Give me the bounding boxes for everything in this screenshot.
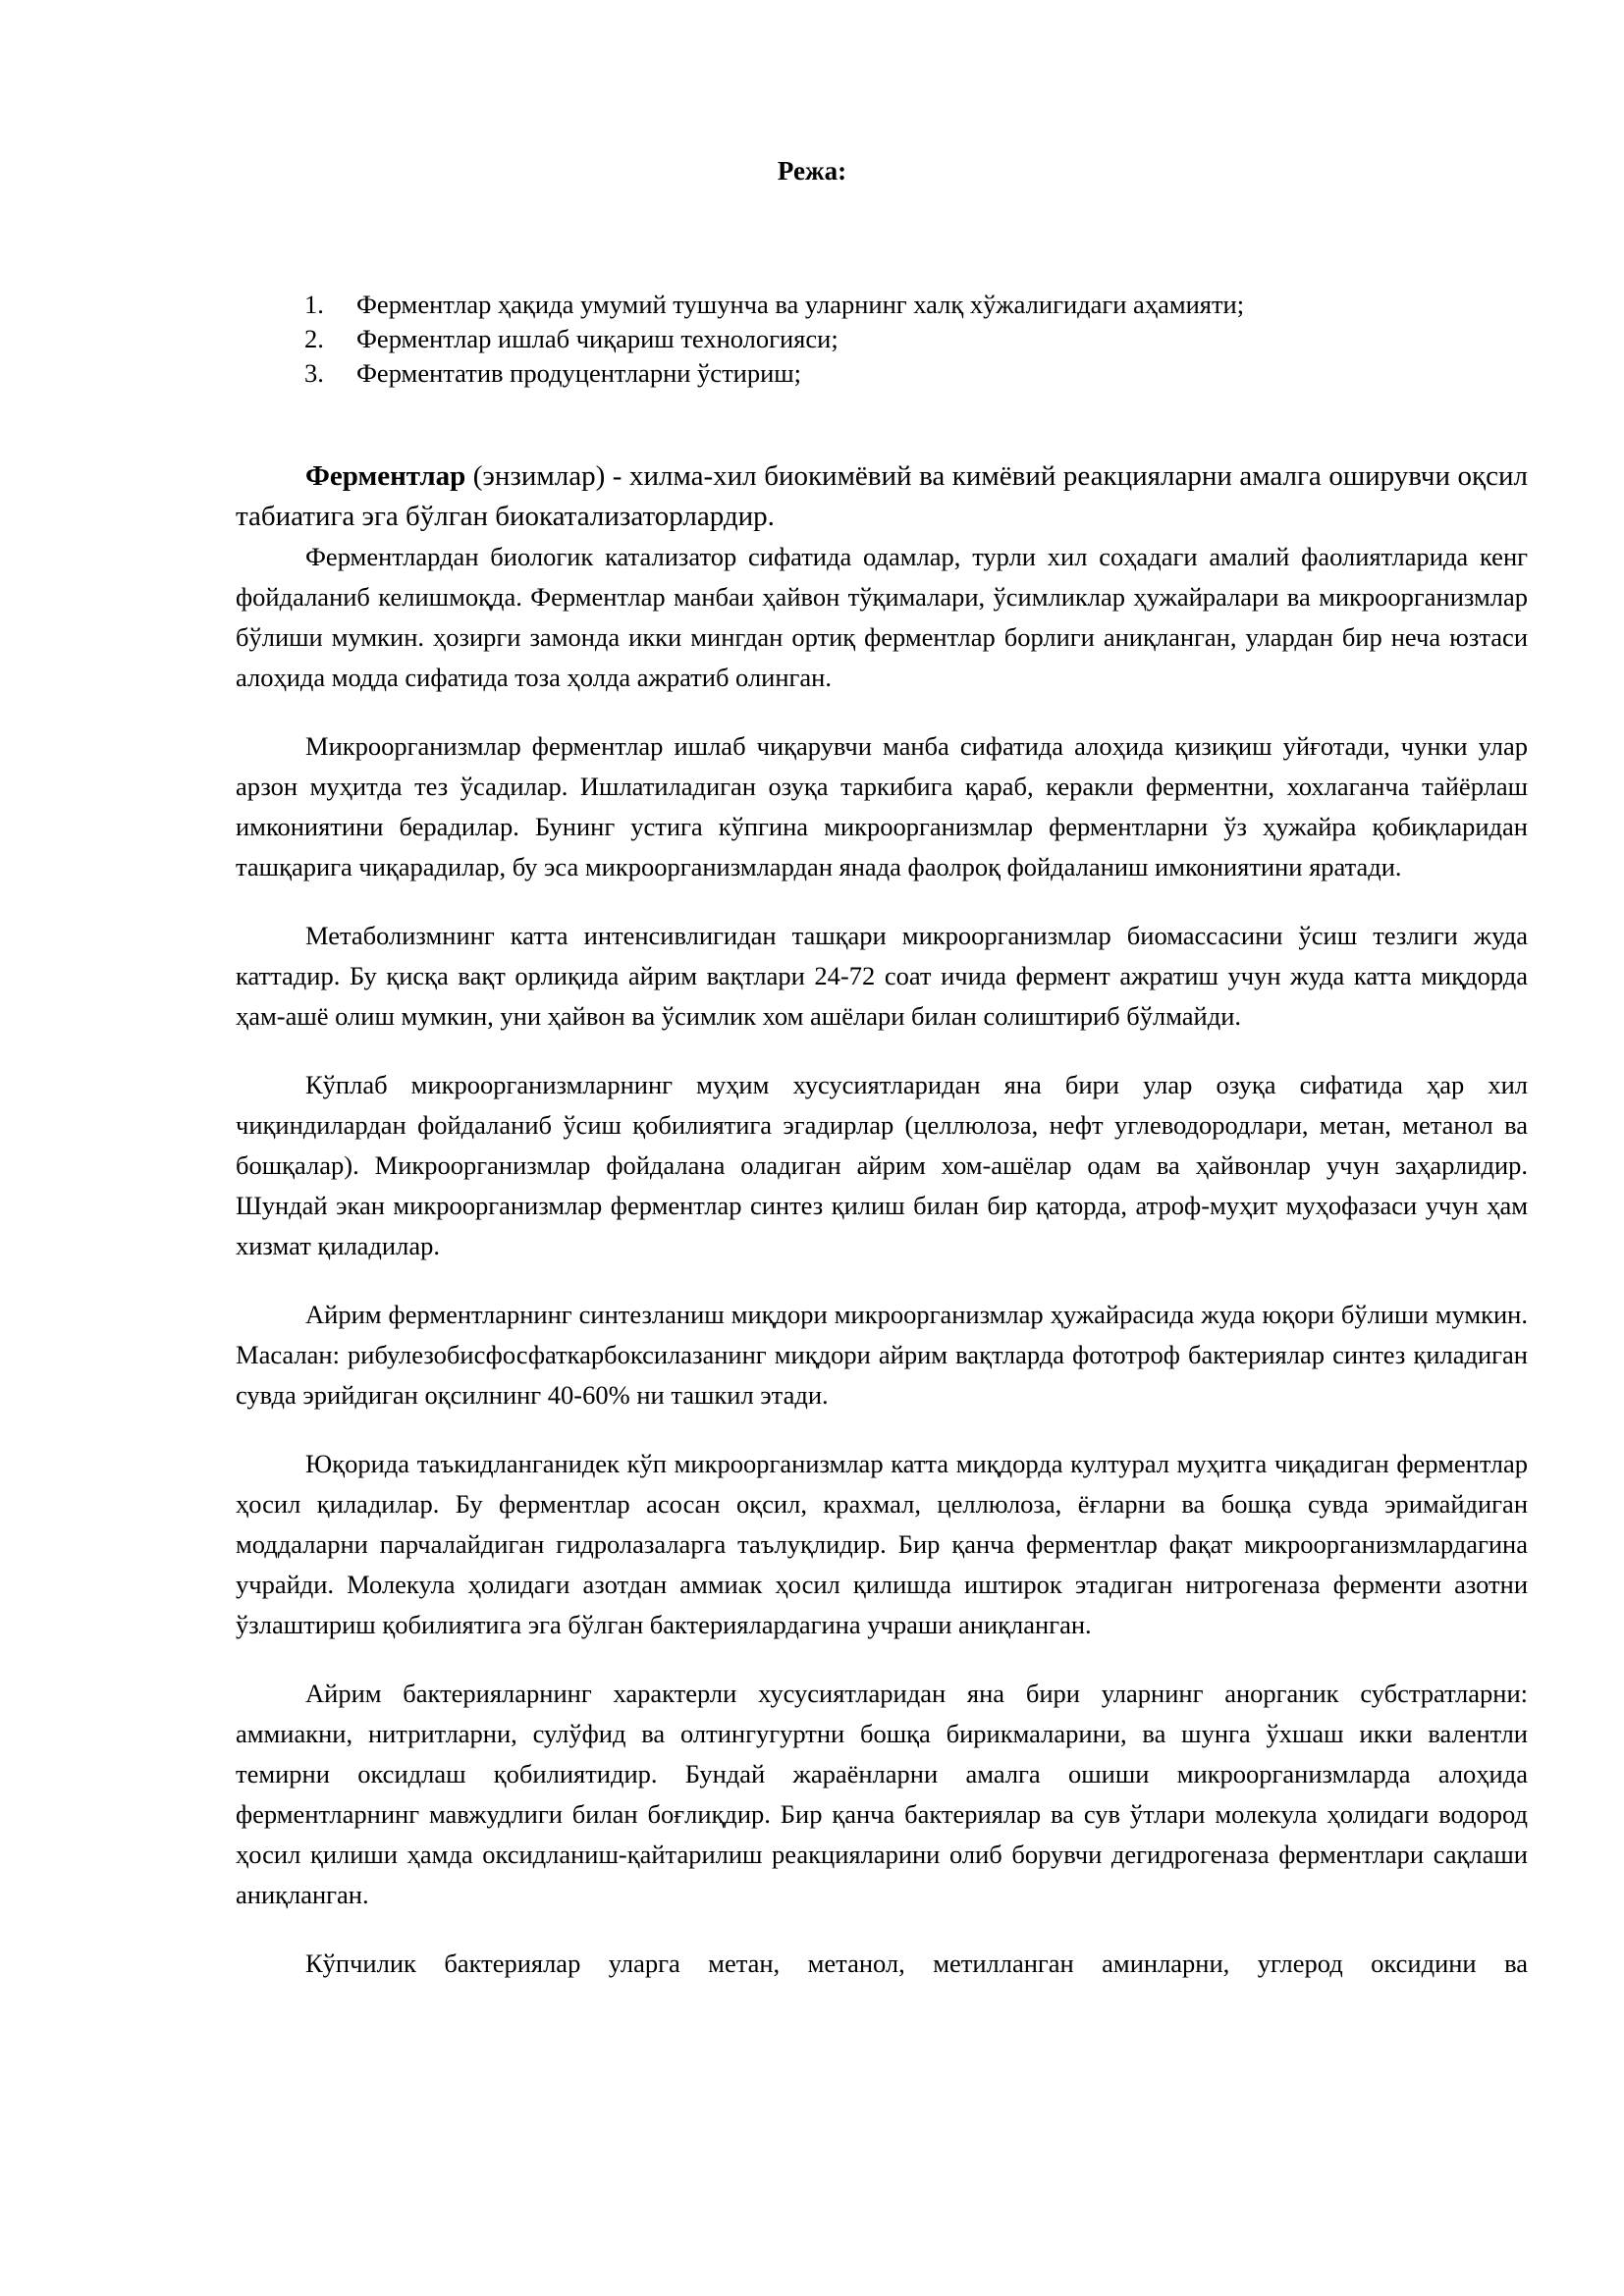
body-paragraph: Ферментлардан биологик катализатор сифатида одамлар, турли хил соҳадаги амалий фаолиятларида кенг фойдаланиб келишмоқда. Ферментлар манбаи ҳайвон тўқималари, ўсимликлар ҳужайралари ва микроорганизмлар бўлиши мумкин. ҳозирги замонда икки мингдан ортиқ ферментлар борлиги аниқланган, улардан бир неча юзтаси алоҳида модда сифатида тоза ҳолда ажратиб олинган.: [236, 542, 1528, 692]
body-paragraph: Микроорганизмлар ферментлар ишлаб чиқарувчи манба сифатида алоҳида қизиқиш уйғотади, чунки улар арзон муҳитда тез ўсадилар. Ишлатиладиган озуқа таркибига қараб, керакли ферментни, хохлаганча тайёрлаш имкониятини берадилар. Бунинг устига кўпгина микроорганизмлар ферментларни ўз ҳужайра қобиқларидан ташқарига чиқарадилар, бу эса микроорганизмлардан янада фаолроқ фойдаланиш имкониятини яратади.: [236, 731, 1528, 881]
plan-item-number: 2.: [304, 324, 324, 353]
intro-term: Ферментлар: [305, 460, 466, 492]
plan-item: [304, 322, 1244, 356]
body-paragraph: Юқорида таъкидланганидек кўп микроорганизмлар катта миқдорда културал муҳитга чиқадиган ферментлар ҳосил қиладилар. Бу ферментлар асосан оқсил, крахмал, целлюлоза, ёғларни ва бошқа сувда эримайдиган моддаларни парчалайдиган гидролазаларга таълуқлидир. Бир қанча ферментлар фақат микроорганизмлардагина учрайди. Молекула ҳолидаги азотдан аммиак ҳосил қилишда иштирок этадиган нитрогеназа ферменти азотни ўзлаштириш қобилиятига эга бўлган бактериялардагина учраши аниқланган.: [236, 1449, 1528, 1639]
plan-item-text: Ферментлар ҳақида умумий тушунча ва уларнинг халқ хўжалигидаги аҳамияти;: [356, 290, 1245, 319]
body-paragraph: Метаболизмнинг катта интенсивлигидан ташқари микроорганизмлар биомассасини ўсиш тезлиги жуда каттадир. Бу қисқа вақт орлиқида айрим вақтлари 24-72 соат ичида фермент ажратиш учун жуда катта миқдорда ҳам-ашё олиш мумкин, уни ҳайвон ва ўсимлик хом ашёлари билан солиштириб бўлмайди.: [236, 921, 1528, 1031]
page-title: Режа:: [777, 156, 847, 186]
plan-item: [304, 288, 1244, 322]
body-paragraph: Айрим ферментларнинг синтезланиш миқдори микроорганизмлар ҳужайрасида жуда юқори бўлиши мумкин. Масалан: рибулезобисфосфаткарбоксилазанинг миқдори айрим вақтларда фототроф бактериялар синтез қиладиган сувда эрийдиган оқсилнинг 40-60% ни ташкил этади.: [236, 1300, 1528, 1410]
plan-item: [304, 356, 1244, 391]
plan-item-number: 1.: [304, 290, 324, 319]
plan-item-number: 3.: [304, 358, 324, 388]
body-paragraph: Кўпчилик бактериялар уларга метан, метанол, метилланган аминларни, углерод оксидини ва: [305, 1949, 1528, 1978]
plan-item-text: Ферментатив продуцентларни ўстириш;: [356, 358, 802, 388]
intro-paragraph: [236, 456, 1528, 537]
plan-list: [304, 288, 1244, 391]
plan-item-text: Ферментлар ишлаб чиқариш технологияси;: [356, 324, 839, 353]
body-paragraph: Кўплаб микроорганизмларнинг муҳим хусусиятларидан яна бири улар озуқа сифатида ҳар хил чиқиндилардан фойдаланиб ўсиш қобилиятига эгадирлар (целлюлоза, нефт углеводородлари, метан, метанол ва бошқалар). Микроорганизмлар фойдалана оладиган айрим хом-ашёлар одам ва ҳайвонлар учун заҳарлидир. Шундай экан микроорганизмлар ферментлар синтез қилиш билан бир қаторда, атроф-муҳит муҳофазаси учун ҳам хизмат қиладилар.: [236, 1070, 1528, 1260]
intro-text: (энзимлар) - хилма-хил биокимёвий ва кимёвий реакцияларни амалга оширувчи оқсил табиатига эга бўлган биокатализаторлардир.: [236, 460, 1528, 532]
body-paragraph: Айрим бактерияларнинг характерли хусусиятларидан яна бири уларнинг анорганик субстратларни: аммиакни, нитритларни, сулўфид ва олтингугуртни бошқа бирикмаларини, ва шунга ўхшаш икки валентли темирни оксидлаш қобилиятидир. Бундай жараёнларни амалга ошиши микроорганизмларда алоҳида ферментларнинг мавжудлиги билан боғлиқдир. Бир қанча бактериялар ва сув ўтлари молекула ҳолидаги водород ҳосил қилиши ҳамда оксидланиш-қайтарилиш реакцияларини олиб борувчи дегидрогеназа ферментлари сақлаши аниқланган.: [236, 1679, 1528, 1909]
body-text: [236, 456, 1528, 1984]
